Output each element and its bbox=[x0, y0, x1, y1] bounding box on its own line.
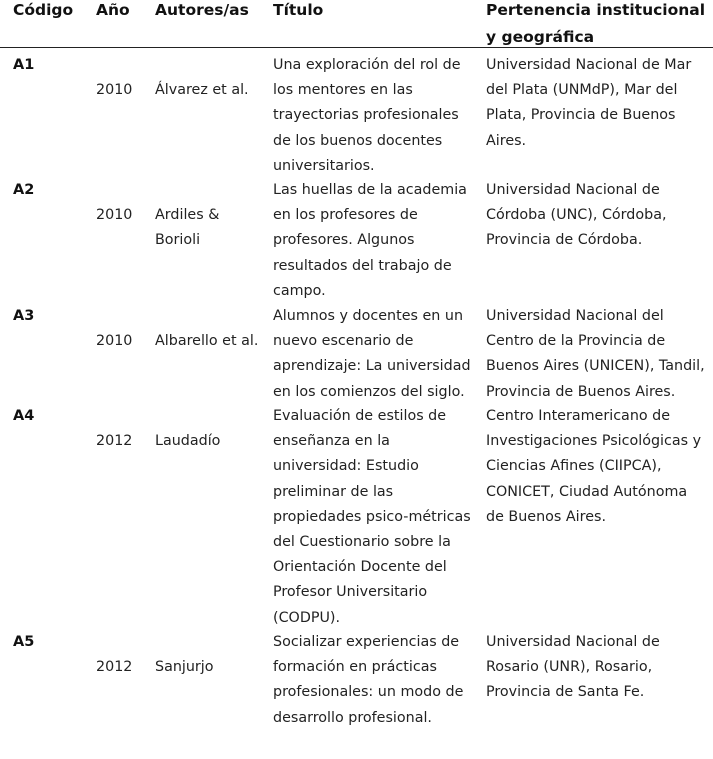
row-institution: Universidad Nacional de Mar del Plata (UNMdP), Mar del Plata, Provincia de Buenos Aires. bbox=[486, 57, 692, 149]
header-code: Código bbox=[13, 1, 74, 19]
row-institution: Universidad Nacional del Centro de la Provincia de Buenos Aires (UNICEN), Tandil, Provincia de Buenos Aires. bbox=[486, 308, 705, 400]
table-row bbox=[0, 48, 713, 173]
header-year: Año bbox=[96, 1, 130, 19]
row-code: A1 bbox=[13, 57, 35, 73]
row-institution: Universidad Nacional de Córdoba (UNC), Córdoba, Provincia de Córdoba. bbox=[486, 182, 667, 249]
row-year: 2010 bbox=[96, 207, 133, 223]
row-authors: Laudadío bbox=[155, 433, 221, 449]
header-authors: Autores/as bbox=[155, 1, 249, 19]
row-year: 2010 bbox=[96, 333, 133, 349]
row-title: Las huellas de la academia en los profesores de profesores. Algunos resultados del trabajo de campo. bbox=[273, 182, 467, 299]
row-code: A3 bbox=[13, 308, 35, 324]
row-year: 2012 bbox=[96, 433, 133, 449]
table-row bbox=[0, 299, 713, 399]
row-code: A2 bbox=[13, 182, 35, 198]
row-code: A4 bbox=[13, 408, 35, 424]
row-title: Evaluación de estilos de enseñanza en la universidad: Estudio preliminar de las propiedades psico-métricas del Cuestionario sobre la Orientación Docente del Profesor Universitario (CODPU). bbox=[273, 408, 471, 626]
table-header bbox=[0, 0, 713, 48]
row-year: 2012 bbox=[96, 659, 133, 675]
row-code: A5 bbox=[13, 634, 35, 650]
header-institution: Pertenencia institucional y geográfica bbox=[486, 1, 706, 46]
row-authors: Albarello et al. bbox=[155, 333, 259, 349]
table-row bbox=[0, 399, 713, 625]
row-title: Alumnos y docentes en un nuevo escenario de aprendizaje: La universidad en los comienzos del siglo. bbox=[273, 308, 471, 400]
row-title: Una exploración del rol de los mentores en las trayectorias profesionales de los buenos docentes universitarios. bbox=[273, 57, 461, 174]
row-title: Socializar experiencias de formación en prácticas profesionales: un modo de desarrollo profesional. bbox=[273, 634, 464, 726]
table-row bbox=[0, 173, 713, 299]
row-institution: Centro Interamericano de Investigaciones Psicológicas y Ciencias Afines (CIIPCA), CONICET, Ciudad Autónoma de Buenos Aires. bbox=[486, 408, 702, 525]
row-authors: Álvarez et al. bbox=[155, 82, 249, 98]
row-authors: Sanjurjo bbox=[155, 659, 214, 675]
header-title: Título bbox=[273, 1, 324, 19]
table-row bbox=[0, 625, 713, 735]
row-authors: Ardiles & Borioli bbox=[155, 207, 220, 249]
row-year: 2010 bbox=[96, 82, 133, 98]
row-institution: Universidad Nacional de Rosario (UNR), Rosario, Provincia de Santa Fe. bbox=[486, 634, 660, 701]
